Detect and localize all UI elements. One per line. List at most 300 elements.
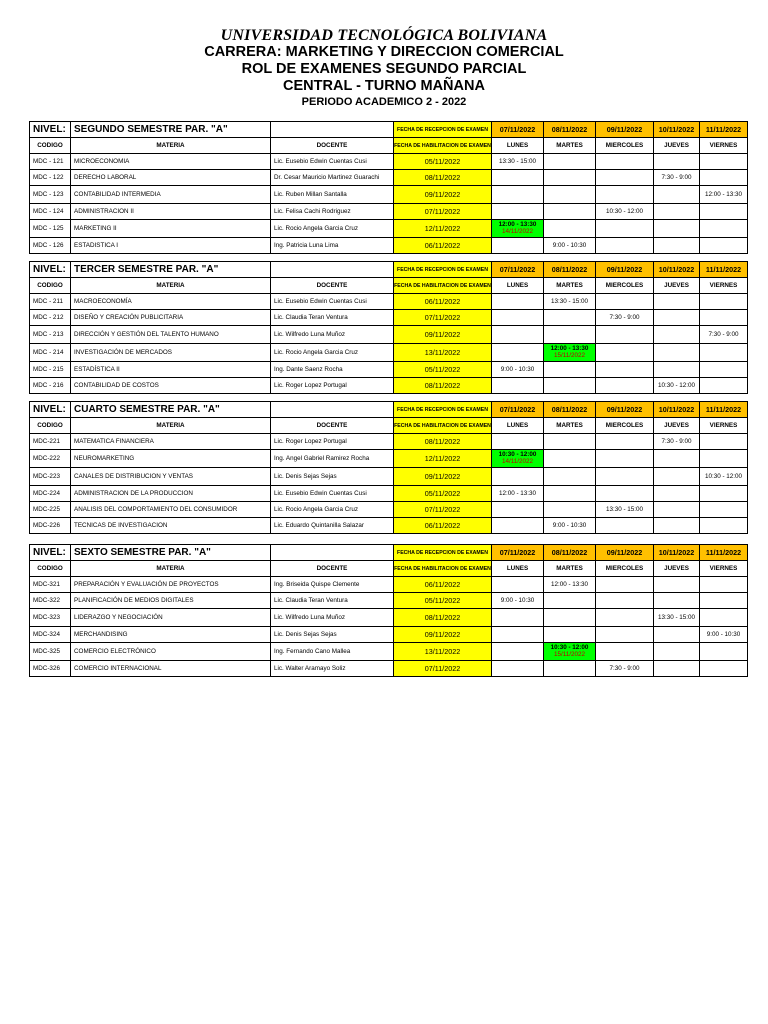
exam-slot-cell [654, 220, 700, 238]
exam-slot-cell [492, 378, 544, 394]
exam-slot-cell: 13:30 - 15:00 [654, 609, 700, 627]
exam-slot-cell [654, 154, 700, 170]
exam-slot-cell [596, 294, 654, 310]
materia-cell: MARKETING II [71, 220, 271, 238]
exam-slot-cell [544, 170, 596, 186]
rescheduled-time: 12:00 - 13:30 [498, 221, 537, 228]
docente-cell: Lic. Roger Lopez Portugal [271, 434, 394, 450]
table-row [30, 344, 748, 362]
exam-slot-cell [544, 486, 596, 502]
materia-cell: PLANIFICACIÓN DE MEDIOS DIGITALES [71, 593, 271, 609]
exam-slot-cell: 7:30 - 9:00 [596, 310, 654, 326]
fecha-cell: 06/11/2022 [394, 294, 492, 310]
codigo-cell: MDC-321 [30, 577, 71, 593]
codigo-cell: MDC - 124 [30, 204, 71, 220]
day-header: JUEVES [654, 138, 700, 154]
fecha-cell: 09/11/2022 [394, 186, 492, 204]
codigo-cell: MDC - 211 [30, 294, 71, 310]
day-header: MIERCOLES [596, 278, 654, 294]
table-row [30, 661, 748, 677]
exam-slot-cell [492, 294, 544, 310]
exam-slot-cell [492, 502, 544, 518]
date-header: 09/11/2022 [596, 262, 654, 278]
exam-slot-cell [596, 627, 654, 643]
fecha-recepcion-header: FECHA DE RECEPCION DE EXAMEN [394, 402, 492, 418]
exam-slot-cell [544, 434, 596, 450]
codigo-cell: MDC-324 [30, 627, 71, 643]
date-header: 10/11/2022 [654, 545, 700, 561]
exam-slot-cell [596, 434, 654, 450]
day-header: VIERNES [700, 278, 748, 294]
fecha-habilitacion-header: FECHA DE HABILITACION DE EXAMEN [394, 418, 492, 434]
rescheduled-date: 15/11/2022 [553, 351, 586, 359]
exam-slot-cell [654, 344, 700, 362]
exam-slot-cell [544, 661, 596, 677]
exam-slot-cell [654, 502, 700, 518]
materia-cell: CONTABILIDAD DE COSTOS [71, 378, 271, 394]
exam-slot-cell [654, 186, 700, 204]
date-header: 07/11/2022 [492, 122, 544, 138]
exam-slot-cell [654, 204, 700, 220]
exam-slot-cell [596, 609, 654, 627]
materia-header: MATERIA [71, 418, 271, 434]
rescheduled-time: 12:00 - 13:30 [550, 345, 589, 352]
date-header: 10/11/2022 [654, 122, 700, 138]
materia-cell: CANALES DE DISTRIBUCION Y VENTAS [71, 468, 271, 486]
codigo-cell: MDC - 215 [30, 362, 71, 378]
exam-slot-cell [596, 344, 654, 362]
docente-cell: Ing. Angel Gabriel Ramirez Rocha [271, 450, 394, 468]
nivel-label: NIVEL: [30, 545, 71, 561]
docente-cell: Lic. Rocio Angela Garcia Cruz [271, 502, 394, 518]
exam-slot-cell: 7:30 - 9:00 [596, 661, 654, 677]
materia-cell: ESTADISTICA I [71, 238, 271, 254]
date-header: 09/11/2022 [596, 545, 654, 561]
semester-name: CUARTO SEMESTRE PAR. "A" [71, 402, 271, 418]
exam-slot-cell [654, 294, 700, 310]
materia-cell: ESTADÍSTICA II [71, 362, 271, 378]
materia-cell: LIDERAZGO Y NEGOCIACIÓN [71, 609, 271, 627]
table-row [30, 577, 748, 593]
exam-slot-cell [492, 577, 544, 593]
semester-table [29, 544, 748, 677]
exam-slot-cell [654, 468, 700, 486]
fecha-habilitacion-header: FECHA DE HABILITACION DE EXAMEN [394, 278, 492, 294]
exam-slot-cell [492, 661, 544, 677]
codigo-cell: MDC - 122 [30, 170, 71, 186]
column-header-row [30, 561, 748, 577]
exam-slot-cell [654, 310, 700, 326]
exam-slot-cell [700, 661, 748, 677]
fecha-cell: 12/11/2022 [394, 450, 492, 468]
column-header-row [30, 278, 748, 294]
codigo-cell: MDC - 121 [30, 154, 71, 170]
exam-slot-cell [700, 310, 748, 326]
docente-cell: Lic. Felisa Cachi Rodriguez [271, 204, 394, 220]
fecha-cell: 07/11/2022 [394, 661, 492, 677]
date-header: 07/11/2022 [492, 402, 544, 418]
exam-slot-cell [700, 378, 748, 394]
fecha-recepcion-header: FECHA DE RECEPCION DE EXAMEN [394, 122, 492, 138]
date-header: 10/11/2022 [654, 262, 700, 278]
exam-slot-cell [596, 450, 654, 468]
exam-slot-cell [544, 204, 596, 220]
exam-slot-cell: 7:30 - 9:00 [654, 170, 700, 186]
day-header: JUEVES [654, 418, 700, 434]
codigo-cell: MDC-223 [30, 468, 71, 486]
exam-slot-cell [492, 518, 544, 534]
exam-slot-cell: 9:00 - 10:30 [700, 627, 748, 643]
exam-slot-cell [596, 468, 654, 486]
fecha-cell: 09/11/2022 [394, 468, 492, 486]
fecha-cell: 12/11/2022 [394, 220, 492, 238]
exam-slot-cell: 9:00 - 10:30 [544, 518, 596, 534]
day-header: MIERCOLES [596, 561, 654, 577]
empty-cell [271, 545, 394, 561]
day-header: LUNES [492, 561, 544, 577]
exam-slot-cell [596, 220, 654, 238]
docente-cell: Ing. Briseida Quispe Clemente [271, 577, 394, 593]
table-row [30, 362, 748, 378]
docente-cell: Lic. Denis Sejas Sejas [271, 468, 394, 486]
docente-cell: Dr. Cesar Mauricio Martinez Guarachi [271, 170, 394, 186]
exam-slot-cell [700, 362, 748, 378]
exam-slot-cell [700, 502, 748, 518]
day-header: LUNES [492, 138, 544, 154]
fecha-cell: 05/11/2022 [394, 593, 492, 609]
docente-cell: Ing. Fernando Cano Mallea [271, 643, 394, 661]
semester-name: SEGUNDO SEMESTRE PAR. "A" [71, 122, 271, 138]
codigo-header: CODIGO [30, 138, 71, 154]
fecha-cell: 06/11/2022 [394, 577, 492, 593]
exam-slot-cell [544, 468, 596, 486]
exam-slot-cell [596, 170, 654, 186]
docente-cell: Lic. Eusebio Edwin Cuentas Cusi [271, 486, 394, 502]
materia-header: MATERIA [71, 138, 271, 154]
docente-cell: Lic. Wilfredo Luna Muñoz [271, 326, 394, 344]
exam-slot-cell: 12:00 - 13:30 [492, 486, 544, 502]
exam-slot-cell [700, 344, 748, 362]
codigo-cell: MDC-323 [30, 609, 71, 627]
exam-slot-cell [492, 170, 544, 186]
semester-table [29, 121, 748, 254]
materia-cell: COMERCIO INTERNACIONAL [71, 661, 271, 677]
central-title: CENTRAL - TURNO MAÑANA [283, 78, 485, 94]
exam-slot-cell [654, 661, 700, 677]
table-row [30, 502, 748, 518]
date-header: 11/11/2022 [700, 122, 748, 138]
day-header: MIERCOLES [596, 138, 654, 154]
table-row [30, 220, 748, 238]
docente-cell: Lic. Walter Aramayo Soliz [271, 661, 394, 677]
codigo-cell: MDC-325 [30, 643, 71, 661]
table-row [30, 609, 748, 627]
exam-slot-cell [544, 593, 596, 609]
exam-slot-cell [544, 310, 596, 326]
exam-slot-cell [596, 643, 654, 661]
fecha-cell: 13/11/2022 [394, 643, 492, 661]
nivel-row [30, 402, 748, 418]
table-row [30, 238, 748, 254]
exam-slot-cell [700, 220, 748, 238]
exam-slot-cell [492, 643, 544, 661]
docente-cell: Lic. Roger Lopez Portugal [271, 378, 394, 394]
empty-cell [271, 402, 394, 418]
docente-cell: Lic. Eusebio Edwin Cuentas Cusi [271, 294, 394, 310]
codigo-cell: MDC - 123 [30, 186, 71, 204]
exam-slot-cell [492, 186, 544, 204]
exam-slot-cell [700, 486, 748, 502]
materia-cell: MACROECONOMÍA [71, 294, 271, 310]
exam-slot-cell [700, 450, 748, 468]
fecha-cell: 13/11/2022 [394, 344, 492, 362]
rol-title: ROL DE EXAMENES SEGUNDO PARCIAL [241, 61, 527, 77]
date-header: 08/11/2022 [544, 402, 596, 418]
exam-slot-cell: 7:30 - 9:00 [700, 326, 748, 344]
codigo-cell: MDC-226 [30, 518, 71, 534]
docente-header: DOCENTE [271, 278, 394, 294]
nivel-label: NIVEL: [30, 122, 71, 138]
fecha-cell: 05/11/2022 [394, 362, 492, 378]
fecha-cell: 05/11/2022 [394, 154, 492, 170]
exam-slot-cell [700, 593, 748, 609]
nivel-label: NIVEL: [30, 262, 71, 278]
materia-cell: TECNICAS DE INVESTIGACION [71, 518, 271, 534]
exam-slot-cell [544, 450, 596, 468]
materia-cell: ANALISIS DEL COMPORTAMIENTO DEL CONSUMIDOR [71, 502, 271, 518]
exam-slot-cell [544, 609, 596, 627]
nivel-row [30, 545, 748, 561]
materia-cell: INVESTIGACIÓN DE MERCADOS [71, 344, 271, 362]
date-header: 08/11/2022 [544, 122, 596, 138]
table-row [30, 468, 748, 486]
fecha-cell: 05/11/2022 [394, 486, 492, 502]
exam-slot-cell [492, 609, 544, 627]
exam-slot-cell [654, 450, 700, 468]
materia-cell: ADMINISTRACION II [71, 204, 271, 220]
exam-slot-cell [700, 643, 748, 661]
rescheduled-slot-cell [544, 643, 596, 661]
fecha-recepcion-header: FECHA DE RECEPCION DE EXAMEN [394, 545, 492, 561]
exam-slot-cell [596, 238, 654, 254]
materia-cell: CONTABILIDAD INTERMEDIA [71, 186, 271, 204]
document-header [0, 0, 768, 109]
exam-slot-cell [654, 326, 700, 344]
exam-slot-cell [544, 154, 596, 170]
day-header: LUNES [492, 418, 544, 434]
exam-slot-cell [596, 378, 654, 394]
rescheduled-date: 15/11/2022 [553, 650, 586, 658]
exam-slot-cell [596, 186, 654, 204]
exam-slot-cell: 9:00 - 10:30 [492, 593, 544, 609]
fecha-cell: 07/11/2022 [394, 204, 492, 220]
exam-slot-cell [544, 220, 596, 238]
exam-slot-cell [596, 154, 654, 170]
codigo-cell: MDC - 216 [30, 378, 71, 394]
materia-cell: MATEMATICA FINANCIERA [71, 434, 271, 450]
table-row [30, 186, 748, 204]
day-header: LUNES [492, 278, 544, 294]
exam-slot-cell [654, 362, 700, 378]
exam-slot-cell [700, 170, 748, 186]
codigo-cell: MDC-326 [30, 661, 71, 677]
exam-slot-cell [492, 326, 544, 344]
exam-slot-cell [700, 238, 748, 254]
rescheduled-slot-cell [544, 344, 596, 362]
exam-slot-cell [654, 643, 700, 661]
codigo-cell: MDC - 212 [30, 310, 71, 326]
exam-slot-cell [492, 627, 544, 643]
date-header: 09/11/2022 [596, 122, 654, 138]
exam-slot-cell: 13:30 - 15:00 [596, 502, 654, 518]
materia-cell: NEUROMARKETING [71, 450, 271, 468]
nivel-label: NIVEL: [30, 402, 71, 418]
exam-slot-cell [544, 186, 596, 204]
date-header: 08/11/2022 [544, 545, 596, 561]
exam-slot-cell [700, 577, 748, 593]
exam-slot-cell: 9:00 - 10:30 [544, 238, 596, 254]
exam-slot-cell [596, 486, 654, 502]
exam-slot-cell [596, 518, 654, 534]
table-row [30, 326, 748, 344]
codigo-cell: MDC - 125 [30, 220, 71, 238]
exam-slot-cell [700, 154, 748, 170]
codigo-cell: MDC-221 [30, 434, 71, 450]
exam-slot-cell [654, 627, 700, 643]
codigo-cell: MDC-224 [30, 486, 71, 502]
day-header: VIERNES [700, 561, 748, 577]
docente-cell: Ing. Dante Saenz Rocha [271, 362, 394, 378]
docente-cell: Lic. Rocio Angela Garcia Cruz [271, 220, 394, 238]
exam-slot-cell [596, 326, 654, 344]
fecha-cell: 09/11/2022 [394, 627, 492, 643]
day-header: JUEVES [654, 278, 700, 294]
materia-cell: DIRECCIÓN Y GESTIÓN DEL TALENTO HUMANO [71, 326, 271, 344]
exam-slot-cell [544, 378, 596, 394]
semester-name: TERCER SEMESTRE PAR. "A" [71, 262, 271, 278]
docente-cell: Lic. Wilfredo Luna Muñoz [271, 609, 394, 627]
fecha-cell: 07/11/2022 [394, 310, 492, 326]
day-header: VIERNES [700, 418, 748, 434]
table-row [30, 294, 748, 310]
rescheduled-slot-cell [492, 450, 544, 468]
table-row [30, 378, 748, 394]
table-row [30, 450, 748, 468]
day-header: MIERCOLES [596, 418, 654, 434]
exam-slot-cell [544, 326, 596, 344]
docente-cell: Lic. Eusebio Edwin Cuentas Cusi [271, 154, 394, 170]
materia-cell: COMERCIO ELECTRÓNICO [71, 643, 271, 661]
exam-slot-cell [492, 434, 544, 450]
codigo-cell: MDC-225 [30, 502, 71, 518]
codigo-cell: MDC - 213 [30, 326, 71, 344]
exam-slot-cell: 13:30 - 15:00 [492, 154, 544, 170]
exam-slot-cell [654, 238, 700, 254]
table-row [30, 627, 748, 643]
empty-cell [271, 122, 394, 138]
exam-slot-cell: 12:00 - 13:30 [544, 577, 596, 593]
exam-slot-cell: 13:30 - 15:00 [544, 294, 596, 310]
table-row [30, 310, 748, 326]
date-header: 11/11/2022 [700, 262, 748, 278]
nivel-row [30, 262, 748, 278]
table-row [30, 643, 748, 661]
empty-cell [271, 262, 394, 278]
codigo-header: CODIGO [30, 278, 71, 294]
materia-cell: PREPARACIÓN Y EVALUACIÓN DE PROYECTOS [71, 577, 271, 593]
exam-slot-cell [700, 609, 748, 627]
docente-header: DOCENTE [271, 418, 394, 434]
docente-cell: Lic. Rocio Angela Garcia Cruz [271, 344, 394, 362]
codigo-cell: MDC-322 [30, 593, 71, 609]
materia-cell: DERECHO LABORAL [71, 170, 271, 186]
exam-slot-cell [654, 518, 700, 534]
table-row [30, 204, 748, 220]
day-header: MARTES [544, 138, 596, 154]
table-row [30, 154, 748, 170]
fecha-cell: 06/11/2022 [394, 238, 492, 254]
exam-slot-cell [492, 204, 544, 220]
docente-cell: Lic. Ruben Millan Santalla [271, 186, 394, 204]
table-row [30, 593, 748, 609]
docente-cell: Ing. Patricia Luna Lima [271, 238, 394, 254]
docente-cell: Lic. Claudia Teran Ventura [271, 593, 394, 609]
table-row [30, 518, 748, 534]
exam-slot-cell [700, 204, 748, 220]
materia-header: MATERIA [71, 278, 271, 294]
exam-slot-cell [544, 502, 596, 518]
fecha-cell: 09/11/2022 [394, 326, 492, 344]
date-header: 11/11/2022 [700, 402, 748, 418]
materia-cell: ADMINISTRACION DE LA PRODUCCION [71, 486, 271, 502]
fecha-cell: 08/11/2022 [394, 434, 492, 450]
materia-cell: DISEÑO Y CREACIÓN PUBLICITARIA [71, 310, 271, 326]
semester-table [29, 401, 748, 534]
fecha-habilitacion-header: FECHA DE HABILITACION DE EXAMEN [394, 561, 492, 577]
exam-slot-cell [492, 310, 544, 326]
exam-slot-cell [654, 486, 700, 502]
codigo-cell: MDC-222 [30, 450, 71, 468]
periodo-title: PERIODO ACADEMICO 2 - 2022 [301, 96, 467, 108]
exam-slot-cell [596, 593, 654, 609]
rescheduled-date: 14/11/2022 [501, 457, 534, 465]
date-header: 11/11/2022 [700, 545, 748, 561]
day-header: MARTES [544, 278, 596, 294]
docente-cell: Lic. Eduardo Quintanilla Salazar [271, 518, 394, 534]
exam-slot-cell [700, 518, 748, 534]
exam-slot-cell: 10:30 - 12:00 [596, 204, 654, 220]
semester-name: SEXTO SEMESTRE PAR. "A" [71, 545, 271, 561]
materia-cell: MERCHANDISING [71, 627, 271, 643]
day-header: MARTES [544, 561, 596, 577]
exam-slot-cell [654, 577, 700, 593]
date-header: 09/11/2022 [596, 402, 654, 418]
materia-cell: MICROECONOMIA [71, 154, 271, 170]
column-header-row [30, 138, 748, 154]
exam-slot-cell [596, 362, 654, 378]
semester-table [29, 261, 748, 394]
university-title: UNIVERSIDAD TECNOLÓGICA BOLIVIANA [220, 27, 548, 44]
date-header: 07/11/2022 [492, 262, 544, 278]
table-row [30, 170, 748, 186]
table-row [30, 486, 748, 502]
table-row [30, 434, 748, 450]
codigo-cell: MDC - 214 [30, 344, 71, 362]
date-header: 08/11/2022 [544, 262, 596, 278]
fecha-cell: 07/11/2022 [394, 502, 492, 518]
fecha-habilitacion-header: FECHA DE HABILITACION DE EXAMEN [394, 138, 492, 154]
exam-slot-cell: 12:00 - 13:30 [700, 186, 748, 204]
